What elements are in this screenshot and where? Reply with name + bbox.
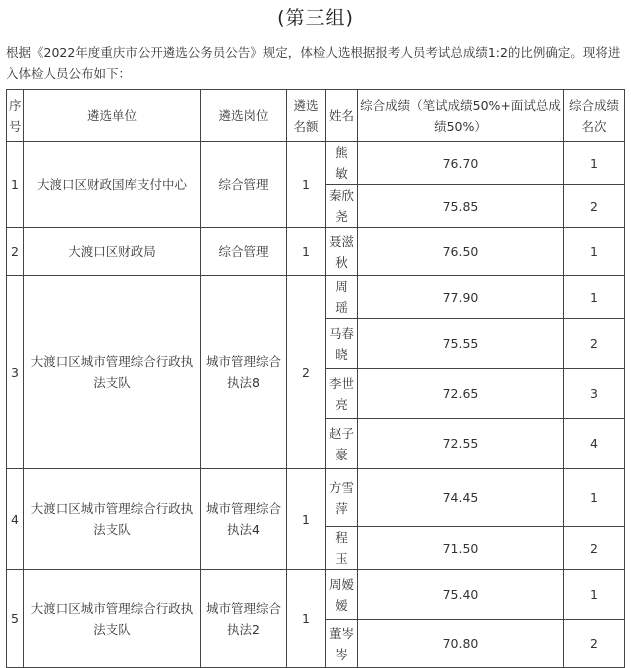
quota-cell: 1	[287, 228, 326, 276]
post-cell: 城市管理综合执法2	[201, 570, 287, 668]
post-cell: 城市管理综合执法8	[201, 276, 287, 469]
name-cell: 赵子豪	[326, 419, 358, 469]
table-header-row	[7, 90, 625, 142]
score-cell: 72.65	[358, 369, 564, 419]
header-quota: 遴选名额	[287, 90, 326, 142]
name-cell: 秦欣尧	[326, 185, 358, 228]
name-cell: 马春晓	[326, 319, 358, 369]
rank-cell: 2	[564, 319, 625, 369]
quota-cell: 1	[287, 570, 326, 668]
header-rank: 综合成绩名次	[564, 90, 625, 142]
table-row	[7, 142, 625, 185]
header-unit: 遴选单位	[24, 90, 201, 142]
rank-cell: 3	[564, 369, 625, 419]
name-cell: 方雪萍	[326, 469, 358, 527]
seq-cell: 2	[7, 228, 24, 276]
unit-cell: 大渡口区财政国库支付中心	[24, 142, 201, 228]
post-cell: 城市管理综合执法4	[201, 469, 287, 570]
intro-paragraph: 根据《2022年度重庆市公开遴选公务员公告》规定，体检人选根据报考人员考试总成绩1:2的比例确定。现将进入体检人员公布如下：	[6, 45, 621, 81]
header-post: 遴选岗位	[201, 90, 287, 142]
quota-cell: 1	[287, 469, 326, 570]
group-title: (第三组)	[277, 7, 354, 29]
score-cell: 71.50	[358, 527, 564, 570]
name-cell: 聂滋秋	[326, 228, 358, 276]
rank-cell: 1	[564, 142, 625, 185]
unit-cell: 大渡口区城市管理综合行政执法支队	[24, 570, 201, 668]
unit-cell: 大渡口区城市管理综合行政执法支队	[24, 469, 201, 570]
rank-cell: 2	[564, 620, 625, 668]
rank-cell: 1	[564, 228, 625, 276]
score-cell: 70.80	[358, 620, 564, 668]
table-row	[7, 570, 625, 620]
name-cell: 熊 敏	[326, 142, 358, 185]
table-row	[7, 276, 625, 319]
seq-cell: 4	[7, 469, 24, 570]
score-cell: 75.55	[358, 319, 564, 369]
header-score: 综合成绩（笔试成绩50%+面试总成绩50%）	[358, 90, 564, 142]
score-cell: 75.85	[358, 185, 564, 228]
seq-cell: 3	[7, 276, 24, 469]
rank-cell: 4	[564, 419, 625, 469]
rank-cell: 2	[564, 185, 625, 228]
name-cell: 周 瑶	[326, 276, 358, 319]
quota-cell: 2	[287, 276, 326, 469]
header-seq: 序号	[7, 90, 24, 142]
post-cell: 综合管理	[201, 142, 287, 228]
post-cell: 综合管理	[201, 228, 287, 276]
seq-cell: 5	[7, 570, 24, 668]
quota-cell: 1	[287, 142, 326, 228]
results-table	[6, 89, 625, 668]
rank-cell: 2	[564, 527, 625, 570]
score-cell: 75.40	[358, 570, 564, 620]
score-cell: 77.90	[358, 276, 564, 319]
rank-cell: 1	[564, 570, 625, 620]
unit-cell: 大渡口区财政局	[24, 228, 201, 276]
score-cell: 76.70	[358, 142, 564, 185]
name-cell: 董岑岑	[326, 620, 358, 668]
rank-cell: 1	[564, 276, 625, 319]
table-row	[7, 469, 625, 527]
score-cell: 76.50	[358, 228, 564, 276]
seq-cell: 1	[7, 142, 24, 228]
unit-cell: 大渡口区城市管理综合行政执法支队	[24, 276, 201, 469]
table-row	[7, 228, 625, 276]
name-cell: 程 玉	[326, 527, 358, 570]
header-name: 姓名	[326, 90, 358, 142]
name-cell: 周嫒嫒	[326, 570, 358, 620]
rank-cell: 1	[564, 469, 625, 527]
score-cell: 74.45	[358, 469, 564, 527]
score-cell: 72.55	[358, 419, 564, 469]
name-cell: 李世亮	[326, 369, 358, 419]
